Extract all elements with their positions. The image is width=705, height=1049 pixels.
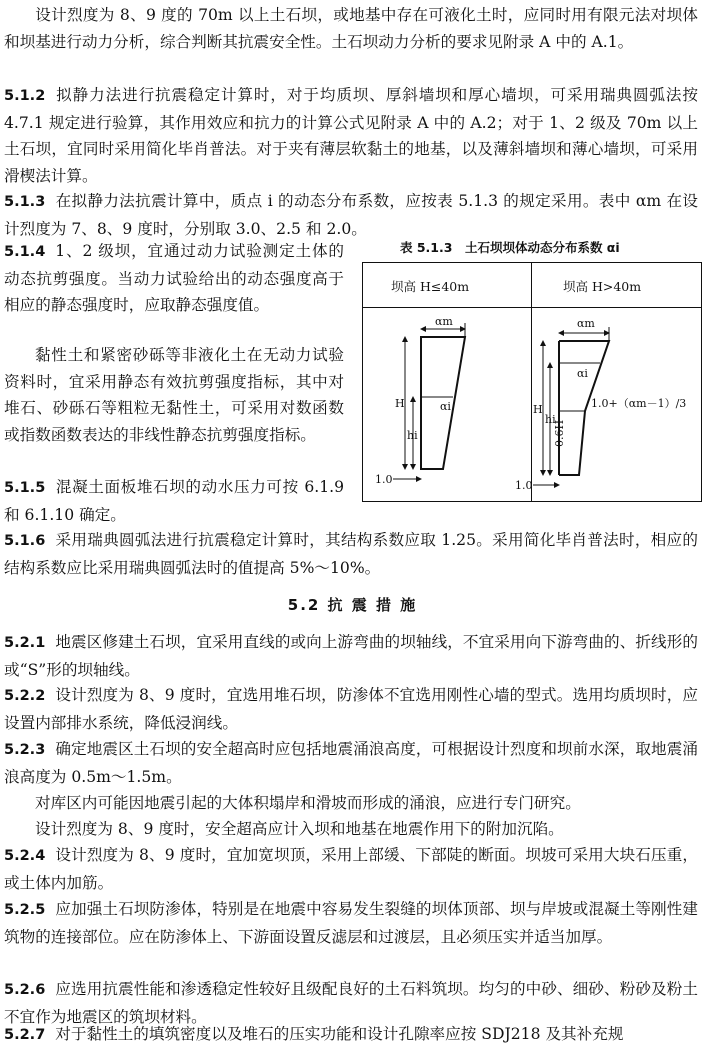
header-left: 坝高 H≤40m — [391, 279, 470, 294]
clause-5-2-3-cont1: 对库区内可能因地震引起的大体积塌岸和滑坡而形成的涌浪，应进行专门研究。 — [35, 794, 581, 812]
clause-number: 5.1.6 — [4, 533, 46, 549]
header-right: 坝高 H>40m — [563, 279, 642, 294]
section-title: 5.2 抗 震 措 施 — [287, 596, 418, 614]
diagram-right — [515, 317, 686, 492]
label-base-right: 1.0 — [515, 479, 533, 492]
paragraph-intro: 设计烈度为 8、9 度的 70m 以上土石坝，或地基中存在可液化土时，应同时用有限元法对坝体和坝基进行动力分析，综合判断其抗震安全性。土石坝动力分析的要求见附录 A 中的 A.1。 — [4, 6, 698, 51]
distribution-diagrams — [363, 307, 701, 501]
clause-5-1-2: 5.1.2 拟静力法进行抗震稳定计算时，对于均质坝、厚斜墙坝和厚心墙坝，可采用瑞典圆弧法按 4.7.1 规定进行验算，其作用效应和抗力的计算公式见附录 A 中的 A.2；对于 1、2 级及 70m 以上土石坝，宜同时采用简化毕肖普法。对于夹有薄层软黏土的地基，以及薄斜墙坝和薄心墙坝，可采用滑楔法计算。 — [4, 86, 698, 185]
clause-5-2-6: 5.2.6 应选用抗震性能和渗透稳定性较好且级配良好的土石料筑坝。均匀的中砂、细砂、粉砂及粉土不宜作为地震区的筑坝材料。 — [4, 980, 698, 1026]
clause-5-1-4-cont: 黏性土和紧密砂砾等非液化土在无动力试验资料时，宜采用静态有效抗剪强度指标，其中对堆石、砂砾石等粗粒无黏性土，可采用对数函数或指数函数表达的非线性静态抗剪强度指标。 — [4, 346, 344, 444]
clause-number: 5.1.4 — [4, 244, 46, 260]
table-5-1-3 — [362, 262, 702, 502]
clause-5-1-5: 5.1.5 混凝土面板堆石坝的动水压力可按 6.1.9 和 6.1.10 确定。 — [4, 478, 344, 524]
label-am-left: αm — [435, 315, 453, 328]
clause-number: 5.2.1 — [4, 635, 46, 651]
table-caption: 表 5.1.3 土石坝坝体动态分布系数 αi — [400, 240, 620, 255]
table-header — [363, 263, 701, 308]
clause-number: 5.1.3 — [4, 194, 46, 210]
clause-5-2-3-cont2: 设计烈度为 8、9 度时，安全超高应计入坝和地基在地震作用下的附加沉陷。 — [35, 820, 564, 838]
clause-number: 5.2.4 — [4, 848, 46, 864]
label-hi-left: hi — [407, 429, 418, 442]
label-ai-right: αi — [577, 367, 588, 380]
clause-5-1-3: 5.1.3 在拟静力法抗震计算中，质点 i 的动态分布系数，应按表 5.1.3 的规定采用。表中 αm 在设计烈度为 7、8、9 度时，分别取 3.0、2.5 和 2.0。 — [4, 192, 698, 238]
clause-5-2-1: 5.2.1 地震区修建土石坝，宜采用直线的或向上游弯曲的坝轴线，不宜采用向下游弯曲的、折线形的或“S”形的坝轴线。 — [4, 633, 698, 679]
clause-5-2-5: 5.2.5 应加强土石坝防渗体，特别是在地震中容易发生裂缝的坝体顶部、坝与岸坡或混凝土等刚性建筑物的连接部位。应在防渗体上、下游面设置反滤层和过渡层，且必须压实并适当加厚。 — [4, 900, 698, 946]
label-ai-left: αi — [440, 400, 451, 413]
clause-number: 5.2.2 — [4, 688, 46, 704]
clause-number: 5.1.2 — [4, 88, 46, 104]
clause-5-2-4: 5.2.4 设计烈度为 8、9 度时，宜加宽坝顶，采用上部缓、下部陡的断面。坝坡可采用大块石压重，或土体内加筋。 — [4, 846, 698, 892]
label-hi-right: hi — [545, 413, 556, 426]
clause-number: 5.1.5 — [4, 480, 46, 496]
clause-number: 5.2.5 — [4, 902, 46, 918]
label-H-right: H — [533, 403, 543, 416]
clause-5-1-4: 5.1.4 1、2 级坝，宜通过动力试验测定土体的动态抗剪强度。当动力试验给出的动态强度高于相应的静态强度时，应取静态强度值。 — [4, 242, 344, 315]
diagram-left — [375, 315, 465, 486]
label-am-right: αm — [577, 317, 595, 330]
label-06H-right: 0.6H — [553, 419, 566, 447]
clause-5-2-3: 5.2.3 确定地震区土石坝的安全超高时应包括地震涌浪高度，可根据设计烈度和坝前水深，取地震涌浪高度为 0.5m～1.5m。 — [4, 740, 698, 786]
clause-number: 5.2.3 — [4, 742, 46, 758]
clause-5-1-6: 5.1.6 采用瑞典圆弧法进行抗震稳定计算时，其结构系数应取 1.25。采用简化毕肖普法时，相应的结构系数应比采用瑞典圆弧法时的值提高 5%～10%。 — [4, 531, 698, 577]
label-H-left: H — [395, 397, 405, 410]
clause-number: 5.2.6 — [4, 982, 46, 998]
clause-5-2-2: 5.2.2 设计烈度为 8、9 度时，宜选用堆石坝，防渗体不宜选用刚性心墙的型式。选用均质坝时，应设置内部排水系统，降低浸润线。 — [4, 686, 698, 732]
label-mid-right: 1.0+（αm－1）/3 — [591, 397, 687, 410]
clause-5-2-7: 5.2.7 对于黏性土的填筑密度以及堆石的压实功能和设计孔隙率应按 SDJ218 及其补充规 — [4, 1025, 624, 1043]
clause-number: 5.2.7 — [4, 1027, 46, 1043]
label-base-left: 1.0 — [375, 473, 393, 486]
